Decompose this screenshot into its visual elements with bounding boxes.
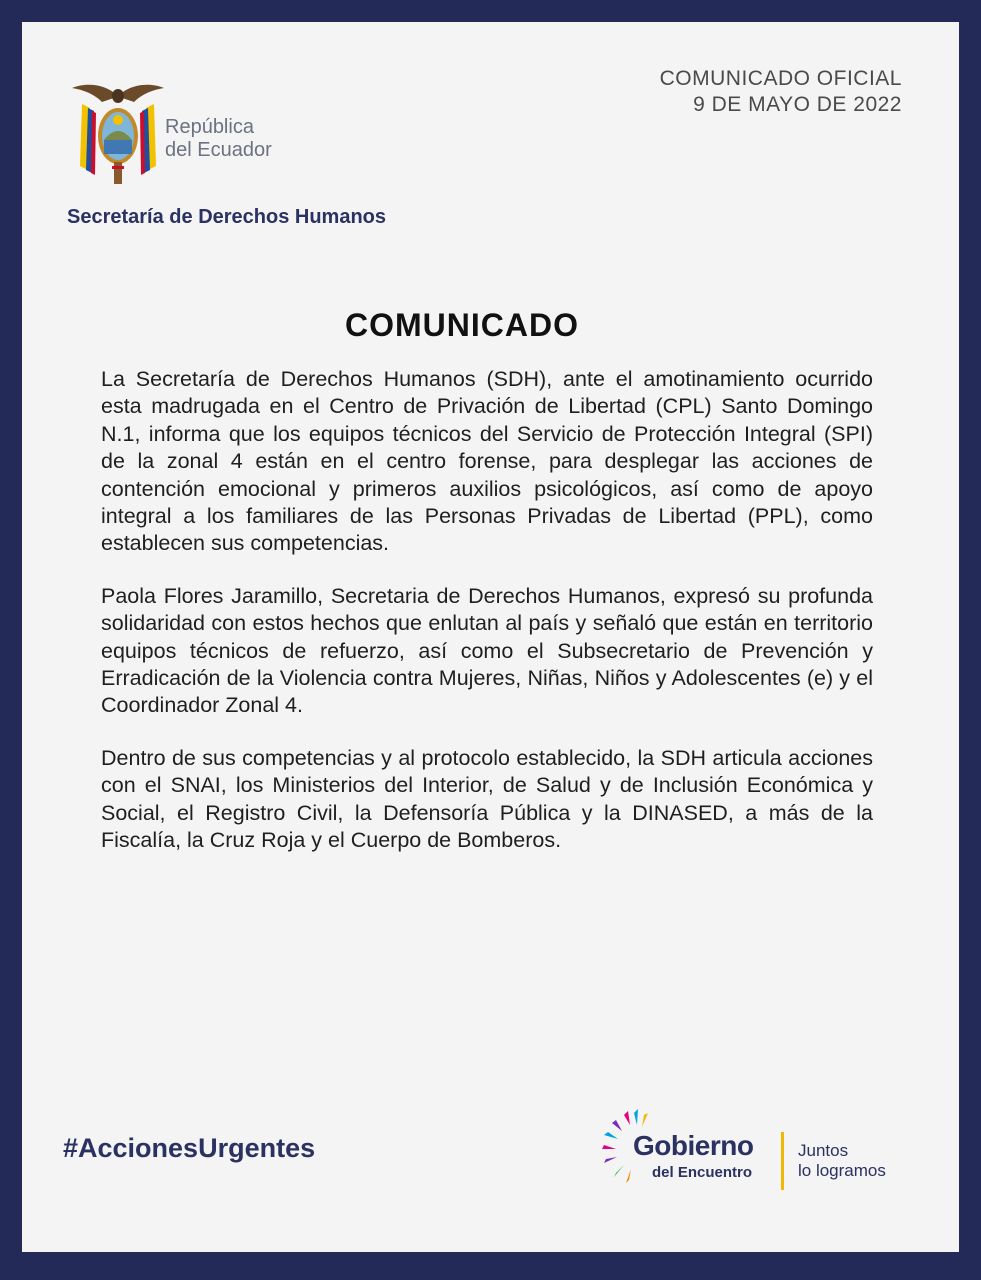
page-title: COMUNICADO xyxy=(345,307,579,343)
hashtag: #AccionesUrgentes xyxy=(63,1133,316,1163)
country-name xyxy=(165,116,272,162)
country-line2: del Ecuador xyxy=(165,139,272,161)
slogan-divider xyxy=(781,1132,784,1190)
communique-body xyxy=(101,366,873,880)
gobierno-subtitle: del Encuentro xyxy=(652,1164,753,1181)
doc-type: COMUNICADO OFICIAL xyxy=(659,67,902,90)
country-line1: República xyxy=(165,116,254,138)
paragraph: Dentro de sus competencias y al protocolo establecido, la SDH articula acciones con el SNAI, los Ministerios del Interior, de Salud y de Inclusión Económica y Social, el Registro Civil, la Defensoría Pública y la DINASED, a más de la Fiscalía, la Cruz Roja y el Cuerpo de Bomberos. xyxy=(101,745,873,853)
paragraph: Paola Flores Jaramillo, Secretaria de Derechos Humanos, expresó su profunda solidaridad con estos hechos que enlutan al país y señaló que están en territorio equipos técnicos de refuerzo, así como el Subsecretario de Prevención y Erradicación de la Violencia contra Mujeres, Niñas, Niños y Adolescentes (e) y el Coordinador Zonal 4. xyxy=(101,583,873,718)
doc-date: 9 DE MAYO DE 2022 xyxy=(693,93,902,116)
slogan xyxy=(798,1141,886,1181)
gobierno-wordmark: Gobierno xyxy=(633,1130,754,1161)
slogan-line1: Juntos xyxy=(798,1141,849,1160)
institution-name: Secretaría de Derechos Humanos xyxy=(67,206,387,228)
document-sheet xyxy=(22,22,959,1252)
coat-of-arms-icon xyxy=(68,78,168,188)
paragraph: La Secretaría de Derechos Humanos (SDH), ante el amotinamiento ocurrido esta madrugada en el Centro de Privación de Libertad (CPL) Santo Domingo N.1, informa que los equipos técnicos del Servicio de Protección Integral (SPI) de la zonal 4 están en el centro forense, para desplegar las acciones de contención emocional y primeros auxilios psicológicos, así como de apoyo integral a los familiares de las Personas Privadas de Libertad (PPL), como establecen sus competencias. xyxy=(101,367,873,556)
slogan-line2: lo logramos xyxy=(798,1161,886,1180)
header-date-block xyxy=(660,66,902,118)
